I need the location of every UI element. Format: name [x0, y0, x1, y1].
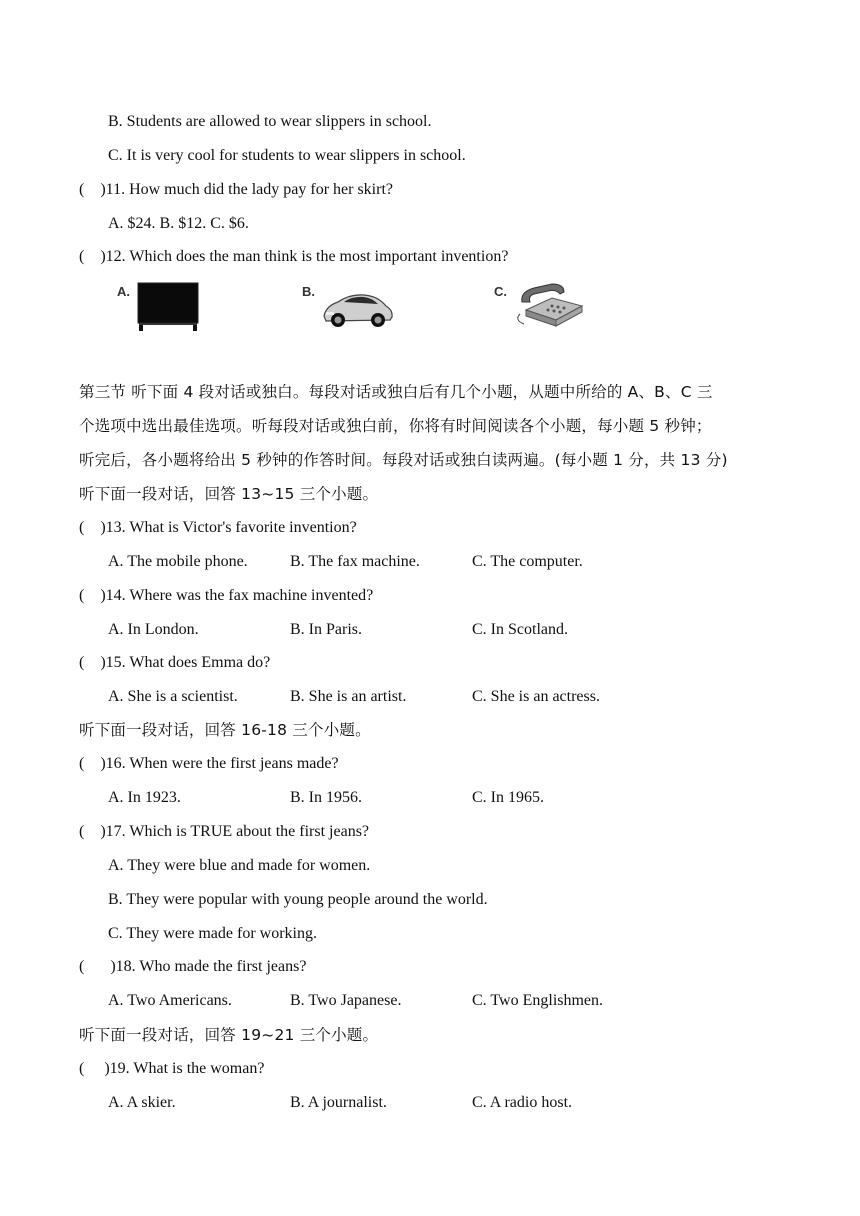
monitor-icon: [135, 282, 201, 337]
option-a: A. A skier.: [108, 1094, 176, 1111]
option-b: B. She is an artist.: [290, 688, 407, 705]
answer-paren-close: ): [100, 248, 106, 265]
dialogue-intro-19-21: 听下面一段对话，回答 19~21 三个小题。: [79, 1026, 379, 1044]
option-a: A. In 1923.: [108, 789, 181, 806]
car-icon: [320, 284, 396, 335]
question-14-text: 14. Where was the fax machine invented?: [105, 587, 374, 604]
question-19-text: 19. What is the woman?: [109, 1060, 265, 1077]
option-c: C. Two Englishmen.: [472, 992, 604, 1009]
answer-paren-open: (: [79, 755, 85, 772]
picture-label-c: C.: [494, 284, 507, 299]
question-13: [79, 518, 357, 538]
question-13-text: 13. What is Victor's favorite invention?: [105, 519, 357, 536]
question-11-text: 11. How much did the lady pay for her skirt?: [105, 181, 393, 198]
section-3-instructions-line2: 个选项中选出最佳选项。听每段对话或独白前，你将有时间阅读各个小题，每小题 5 秒钟；: [79, 417, 712, 435]
answer-paren-open: (: [79, 181, 85, 198]
question-18-text: 18. Who made the first jeans?: [115, 958, 307, 975]
answer-paren-close: ): [100, 654, 106, 671]
option-b: B. A journalist.: [290, 1094, 387, 1111]
picture-label-b: B.: [302, 284, 315, 299]
option-a: A. Two Americans.: [108, 992, 232, 1009]
question-15: [79, 653, 270, 673]
answer-paren-open: (: [79, 654, 85, 671]
answer-paren-close: ): [100, 587, 106, 604]
picture-label-a: A.: [117, 284, 130, 299]
question-14: [79, 586, 373, 606]
option-a: A. She is a scientist.: [108, 688, 238, 705]
option-a: A. In London.: [108, 621, 199, 638]
option-c: C. In 1965.: [472, 789, 544, 806]
question-11: [79, 180, 393, 200]
answer-paren-open: (: [79, 958, 85, 975]
option-b: B. In Paris.: [290, 621, 362, 638]
option-c: C. In Scotland.: [472, 621, 568, 638]
answer-paren-close: ): [100, 755, 106, 772]
question-16-text: 16. When were the first jeans made?: [105, 755, 339, 772]
option-b-line: B. Students are allowed to wear slippers in school.: [108, 113, 432, 130]
dialogue-intro-16-18: 听下面一段对话，回答 16-18 三个小题。: [79, 721, 371, 739]
question-12: [79, 247, 508, 267]
answer-paren-close: ): [100, 519, 106, 536]
question-17-text: 17. Which is TRUE about the first jeans?: [105, 823, 370, 840]
answer-paren-open: (: [79, 519, 85, 536]
option-c: C. She is an actress.: [472, 688, 600, 705]
dialogue-intro-13-15: 听下面一段对话，回答 13~15 三个小题。: [79, 485, 379, 503]
option-a: A. The mobile phone.: [108, 553, 248, 570]
option-b: B. Two Japanese.: [290, 992, 402, 1009]
question-11-options: A. $24. B. $12. C. $6.: [108, 215, 249, 232]
question-18: [79, 957, 306, 977]
question-17-option-a: A. They were blue and made for women.: [108, 857, 371, 874]
question-17-option-b: B. They were popular with young people around the world.: [108, 891, 488, 908]
telephone-icon: [512, 280, 588, 337]
answer-paren-open: (: [79, 1060, 85, 1077]
option-b: B. In 1956.: [290, 789, 362, 806]
answer-paren-close: ): [100, 823, 106, 840]
option-c: C. The computer.: [472, 553, 583, 570]
question-16: [79, 754, 339, 774]
question-12-text: 12. Which does the man think is the most important invention?: [105, 248, 509, 265]
option-c-line: C. It is very cool for students to wear slippers in school.: [108, 147, 466, 164]
section-3-instructions-line3: 听完后，各小题将给出 5 秒钟的作答时间。每段对话或独白读两遍。(每小题 1 分，共 13 分): [79, 451, 728, 469]
question-17: [79, 822, 369, 842]
answer-paren-open: (: [79, 823, 85, 840]
answer-paren-close: ): [104, 1060, 110, 1077]
section-3-instructions-line1: 第三节 听下面 4 段对话或独白。每段对话或独白后有几个小题，从题中所给的 A、B、C 三: [79, 383, 713, 401]
question-17-option-c: C. They were made for working.: [108, 925, 317, 942]
question-15-text: 15. What does Emma do?: [105, 654, 271, 671]
question-19: [79, 1059, 264, 1079]
option-c: C. A radio host.: [472, 1094, 573, 1111]
answer-paren-close: ): [100, 181, 106, 198]
answer-paren-close: ): [110, 958, 116, 975]
answer-paren-open: (: [79, 587, 85, 604]
option-b: B. The fax machine.: [290, 553, 420, 570]
answer-paren-open: (: [79, 248, 85, 265]
